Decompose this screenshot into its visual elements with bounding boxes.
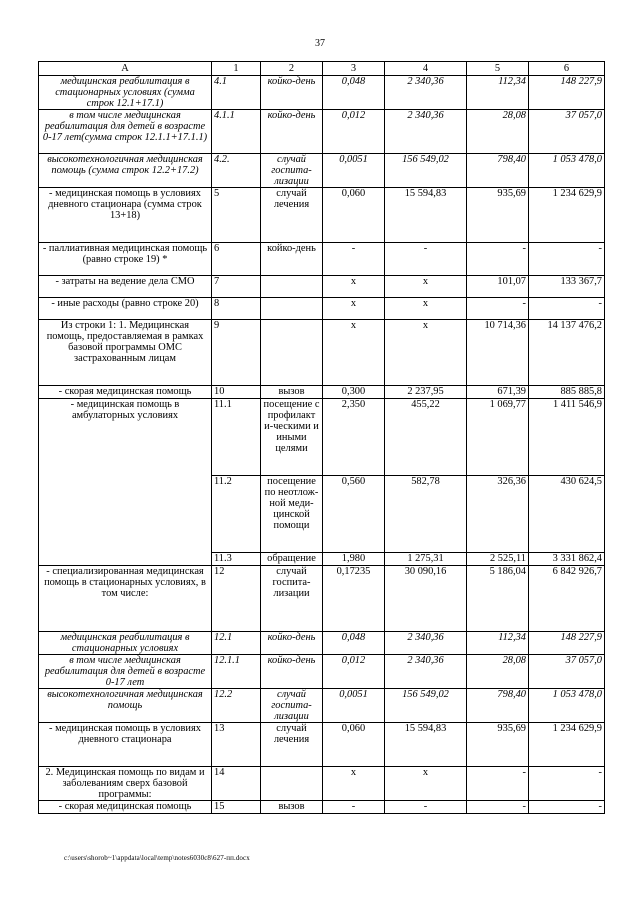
unit-cell: посещение с профилакт и-ческими и иными целями [261, 399, 323, 476]
row-name-cell: - затраты на ведение дела СМО [39, 276, 212, 298]
col3-cell: х [323, 298, 385, 320]
col4-cell: 30 090,16 [385, 566, 467, 632]
col6-cell: 6 842 926,7 [529, 566, 605, 632]
col6-cell: - [529, 298, 605, 320]
table-row [39, 386, 605, 399]
col4-cell: 582,78 [385, 476, 467, 553]
table-row [39, 655, 605, 689]
col4-cell: - [385, 243, 467, 276]
row-name-cell: высокотехнологичная медицинская помощь (сумма строк 12.2+17.2) [39, 154, 212, 188]
col3-cell: 0,0051 [323, 154, 385, 188]
table-row [39, 298, 605, 320]
unit-cell [261, 320, 323, 386]
col4-cell: х [385, 298, 467, 320]
header-cell-4: 4 [385, 62, 467, 76]
row-name-cell: - медицинская помощь в амбулаторных условиях [39, 399, 212, 566]
col6-cell: 133 367,7 [529, 276, 605, 298]
col3-cell: 0,048 [323, 76, 385, 110]
col6-cell: 1 234 629,9 [529, 723, 605, 767]
col4-cell: х [385, 767, 467, 801]
col5-cell: 112,34 [467, 76, 529, 110]
col3-cell: - [323, 243, 385, 276]
col3-cell: х [323, 767, 385, 801]
table-row [39, 110, 605, 154]
unit-cell: посещение по неотлож-ной меди-цинской помощи [261, 476, 323, 553]
col4-cell: 2 340,36 [385, 110, 467, 154]
row-name-cell: медицинская реабилитация в стационарных условиях (сумма строк 12.1+17.1) [39, 76, 212, 110]
row-name-cell: - медицинская помощь в условиях дневного стационара [39, 723, 212, 767]
col3-cell: 0,0051 [323, 689, 385, 723]
unit-cell: обращение [261, 553, 323, 566]
col3-cell: 0,060 [323, 723, 385, 767]
row-number-cell: 11.1 [212, 399, 261, 476]
row-number-cell: 12.1 [212, 632, 261, 655]
row-name-cell: - паллиативная медицинская помощь (равно строке 19) * [39, 243, 212, 276]
col6-cell: 148 227,9 [529, 76, 605, 110]
col3-cell: 0,012 [323, 655, 385, 689]
col5-cell: 5 186,04 [467, 566, 529, 632]
table-row [39, 399, 605, 476]
col4-cell: 1 275,31 [385, 553, 467, 566]
table-row [39, 320, 605, 386]
col4-cell: 2 340,36 [385, 655, 467, 689]
row-number-cell: 10 [212, 386, 261, 399]
col3-cell: 0,560 [323, 476, 385, 553]
col3-cell: 0,17235 [323, 566, 385, 632]
table-row [39, 632, 605, 655]
row-number-cell: 11.3 [212, 553, 261, 566]
unit-cell: случай госпита-лизации [261, 154, 323, 188]
table-row [39, 154, 605, 188]
col4-cell: 156 549,02 [385, 689, 467, 723]
row-number-cell: 12 [212, 566, 261, 632]
row-number-cell: 9 [212, 320, 261, 386]
col3-cell: 2,350 [323, 399, 385, 476]
table-row [39, 689, 605, 723]
table-row [39, 188, 605, 243]
row-name-cell: - специализированная медицинская помощь в стационарных условиях, в том числе: [39, 566, 212, 632]
col6-cell: 885 885,8 [529, 386, 605, 399]
col6-cell: 37 057,0 [529, 110, 605, 154]
col4-cell: 15 594,83 [385, 188, 467, 243]
unit-cell: вызов [261, 386, 323, 399]
col5-cell: - [467, 801, 529, 814]
col6-cell: 430 624,5 [529, 476, 605, 553]
col6-cell: 37 057,0 [529, 655, 605, 689]
col3-cell: х [323, 276, 385, 298]
col4-cell: 2 340,36 [385, 76, 467, 110]
row-number-cell: 12.2 [212, 689, 261, 723]
col4-cell: 2 340,36 [385, 632, 467, 655]
row-name-cell: в том числе медицинская реабилитация для детей в возрасте 0-17 лет(сумма строк 12.1.1+17.1.1) [39, 110, 212, 154]
col6-cell: - [529, 243, 605, 276]
row-number-cell: 4.1.1 [212, 110, 261, 154]
header-cell-3: 3 [323, 62, 385, 76]
row-number-cell: 6 [212, 243, 261, 276]
col3-cell: 1,980 [323, 553, 385, 566]
col4-cell: 455,22 [385, 399, 467, 476]
row-number-cell: 14 [212, 767, 261, 801]
unit-cell: койко-день [261, 655, 323, 689]
unit-cell: случай госпита-лизации [261, 689, 323, 723]
col4-cell: 2 237,95 [385, 386, 467, 399]
unit-cell: случай госпита-лизации [261, 566, 323, 632]
row-number-cell: 13 [212, 723, 261, 767]
unit-cell: койко-день [261, 76, 323, 110]
col5-cell: - [467, 767, 529, 801]
col3-cell: х [323, 320, 385, 386]
unit-cell [261, 767, 323, 801]
page-number: 37 [315, 38, 325, 49]
unit-cell: случай лечения [261, 188, 323, 243]
row-name-cell: высокотехнологичная медицинская помощь [39, 689, 212, 723]
row-number-cell: 8 [212, 298, 261, 320]
table-row [39, 767, 605, 801]
col5-cell: 935,69 [467, 723, 529, 767]
unit-cell: случай лечения [261, 723, 323, 767]
col6-cell: 148 227,9 [529, 632, 605, 655]
row-number-cell: 11.2 [212, 476, 261, 553]
unit-cell: койко-день [261, 243, 323, 276]
col5-cell: 101,07 [467, 276, 529, 298]
header-cell-5: 5 [467, 62, 529, 76]
col3-cell: 0,060 [323, 188, 385, 243]
col6-cell: - [529, 767, 605, 801]
table-body [39, 76, 605, 814]
table-row [39, 276, 605, 298]
header-row [39, 62, 605, 76]
header-cell-a: А [39, 62, 212, 76]
header-cell-2: 2 [261, 62, 323, 76]
row-name-cell: - иные расходы (равно строке 20) [39, 298, 212, 320]
row-number-cell: 4.1 [212, 76, 261, 110]
col5-cell: 326,36 [467, 476, 529, 553]
col5-cell: 28,08 [467, 655, 529, 689]
col6-cell: 14 137 476,2 [529, 320, 605, 386]
col5-cell: 112,34 [467, 632, 529, 655]
row-name-cell: в том числе медицинская реабилитация для детей в возрасте 0-17 лет [39, 655, 212, 689]
row-number-cell: 5 [212, 188, 261, 243]
col5-cell: 1 069,77 [467, 399, 529, 476]
col5-cell: 671,39 [467, 386, 529, 399]
col4-cell: 15 594,83 [385, 723, 467, 767]
unit-cell [261, 298, 323, 320]
col4-cell: х [385, 320, 467, 386]
col5-cell: - [467, 298, 529, 320]
table-row [39, 243, 605, 276]
col5-cell: - [467, 243, 529, 276]
col6-cell: 3 331 862,4 [529, 553, 605, 566]
row-number-cell: 15 [212, 801, 261, 814]
col6-cell: 1 234 629,9 [529, 188, 605, 243]
row-name-cell: медицинская реабилитация в стационарных условиях [39, 632, 212, 655]
table-row [39, 566, 605, 632]
unit-cell: койко-день [261, 110, 323, 154]
row-number-cell: 12.1.1 [212, 655, 261, 689]
col4-cell: - [385, 801, 467, 814]
file-path-footer: c:\users\shorob~1\appdata\local\temp\notes6030c8\627-пп.docx [64, 854, 250, 862]
col5-cell: 935,69 [467, 188, 529, 243]
unit-cell: вызов [261, 801, 323, 814]
col5-cell: 798,40 [467, 154, 529, 188]
header-cell-1: 1 [212, 62, 261, 76]
row-name-cell: 2. Медицинская помощь по видам и заболеваниям сверх базовой программы: [39, 767, 212, 801]
col5-cell: 28,08 [467, 110, 529, 154]
col6-cell: 1 053 478,0 [529, 689, 605, 723]
col5-cell: 798,40 [467, 689, 529, 723]
col5-cell: 10 714,36 [467, 320, 529, 386]
unit-cell: койко-день [261, 632, 323, 655]
header-cell-6: 6 [529, 62, 605, 76]
row-name-cell: - скорая медицинская помощь [39, 386, 212, 399]
col6-cell: 1 411 546,9 [529, 399, 605, 476]
col3-cell: 0,048 [323, 632, 385, 655]
col3-cell: 0,300 [323, 386, 385, 399]
col6-cell: 1 053 478,0 [529, 154, 605, 188]
row-name-cell: - скорая медицинская помощь [39, 801, 212, 814]
col3-cell: 0,012 [323, 110, 385, 154]
table-row [39, 801, 605, 814]
row-number-cell: 7 [212, 276, 261, 298]
row-name-cell: Из строки 1: 1. Медицинская помощь, предоставляемая в рамках базовой программы ОМС застрахованным лицам [39, 320, 212, 386]
tariff-table [38, 61, 605, 814]
col4-cell: х [385, 276, 467, 298]
col6-cell: - [529, 801, 605, 814]
unit-cell [261, 276, 323, 298]
col5-cell: 2 525,11 [467, 553, 529, 566]
table-row [39, 723, 605, 767]
col3-cell: - [323, 801, 385, 814]
row-number-cell: 4.2. [212, 154, 261, 188]
col4-cell: 156 549,02 [385, 154, 467, 188]
row-name-cell: - медицинская помощь в условиях дневного стационара (сумма строк 13+18) [39, 188, 212, 243]
table-row [39, 76, 605, 110]
